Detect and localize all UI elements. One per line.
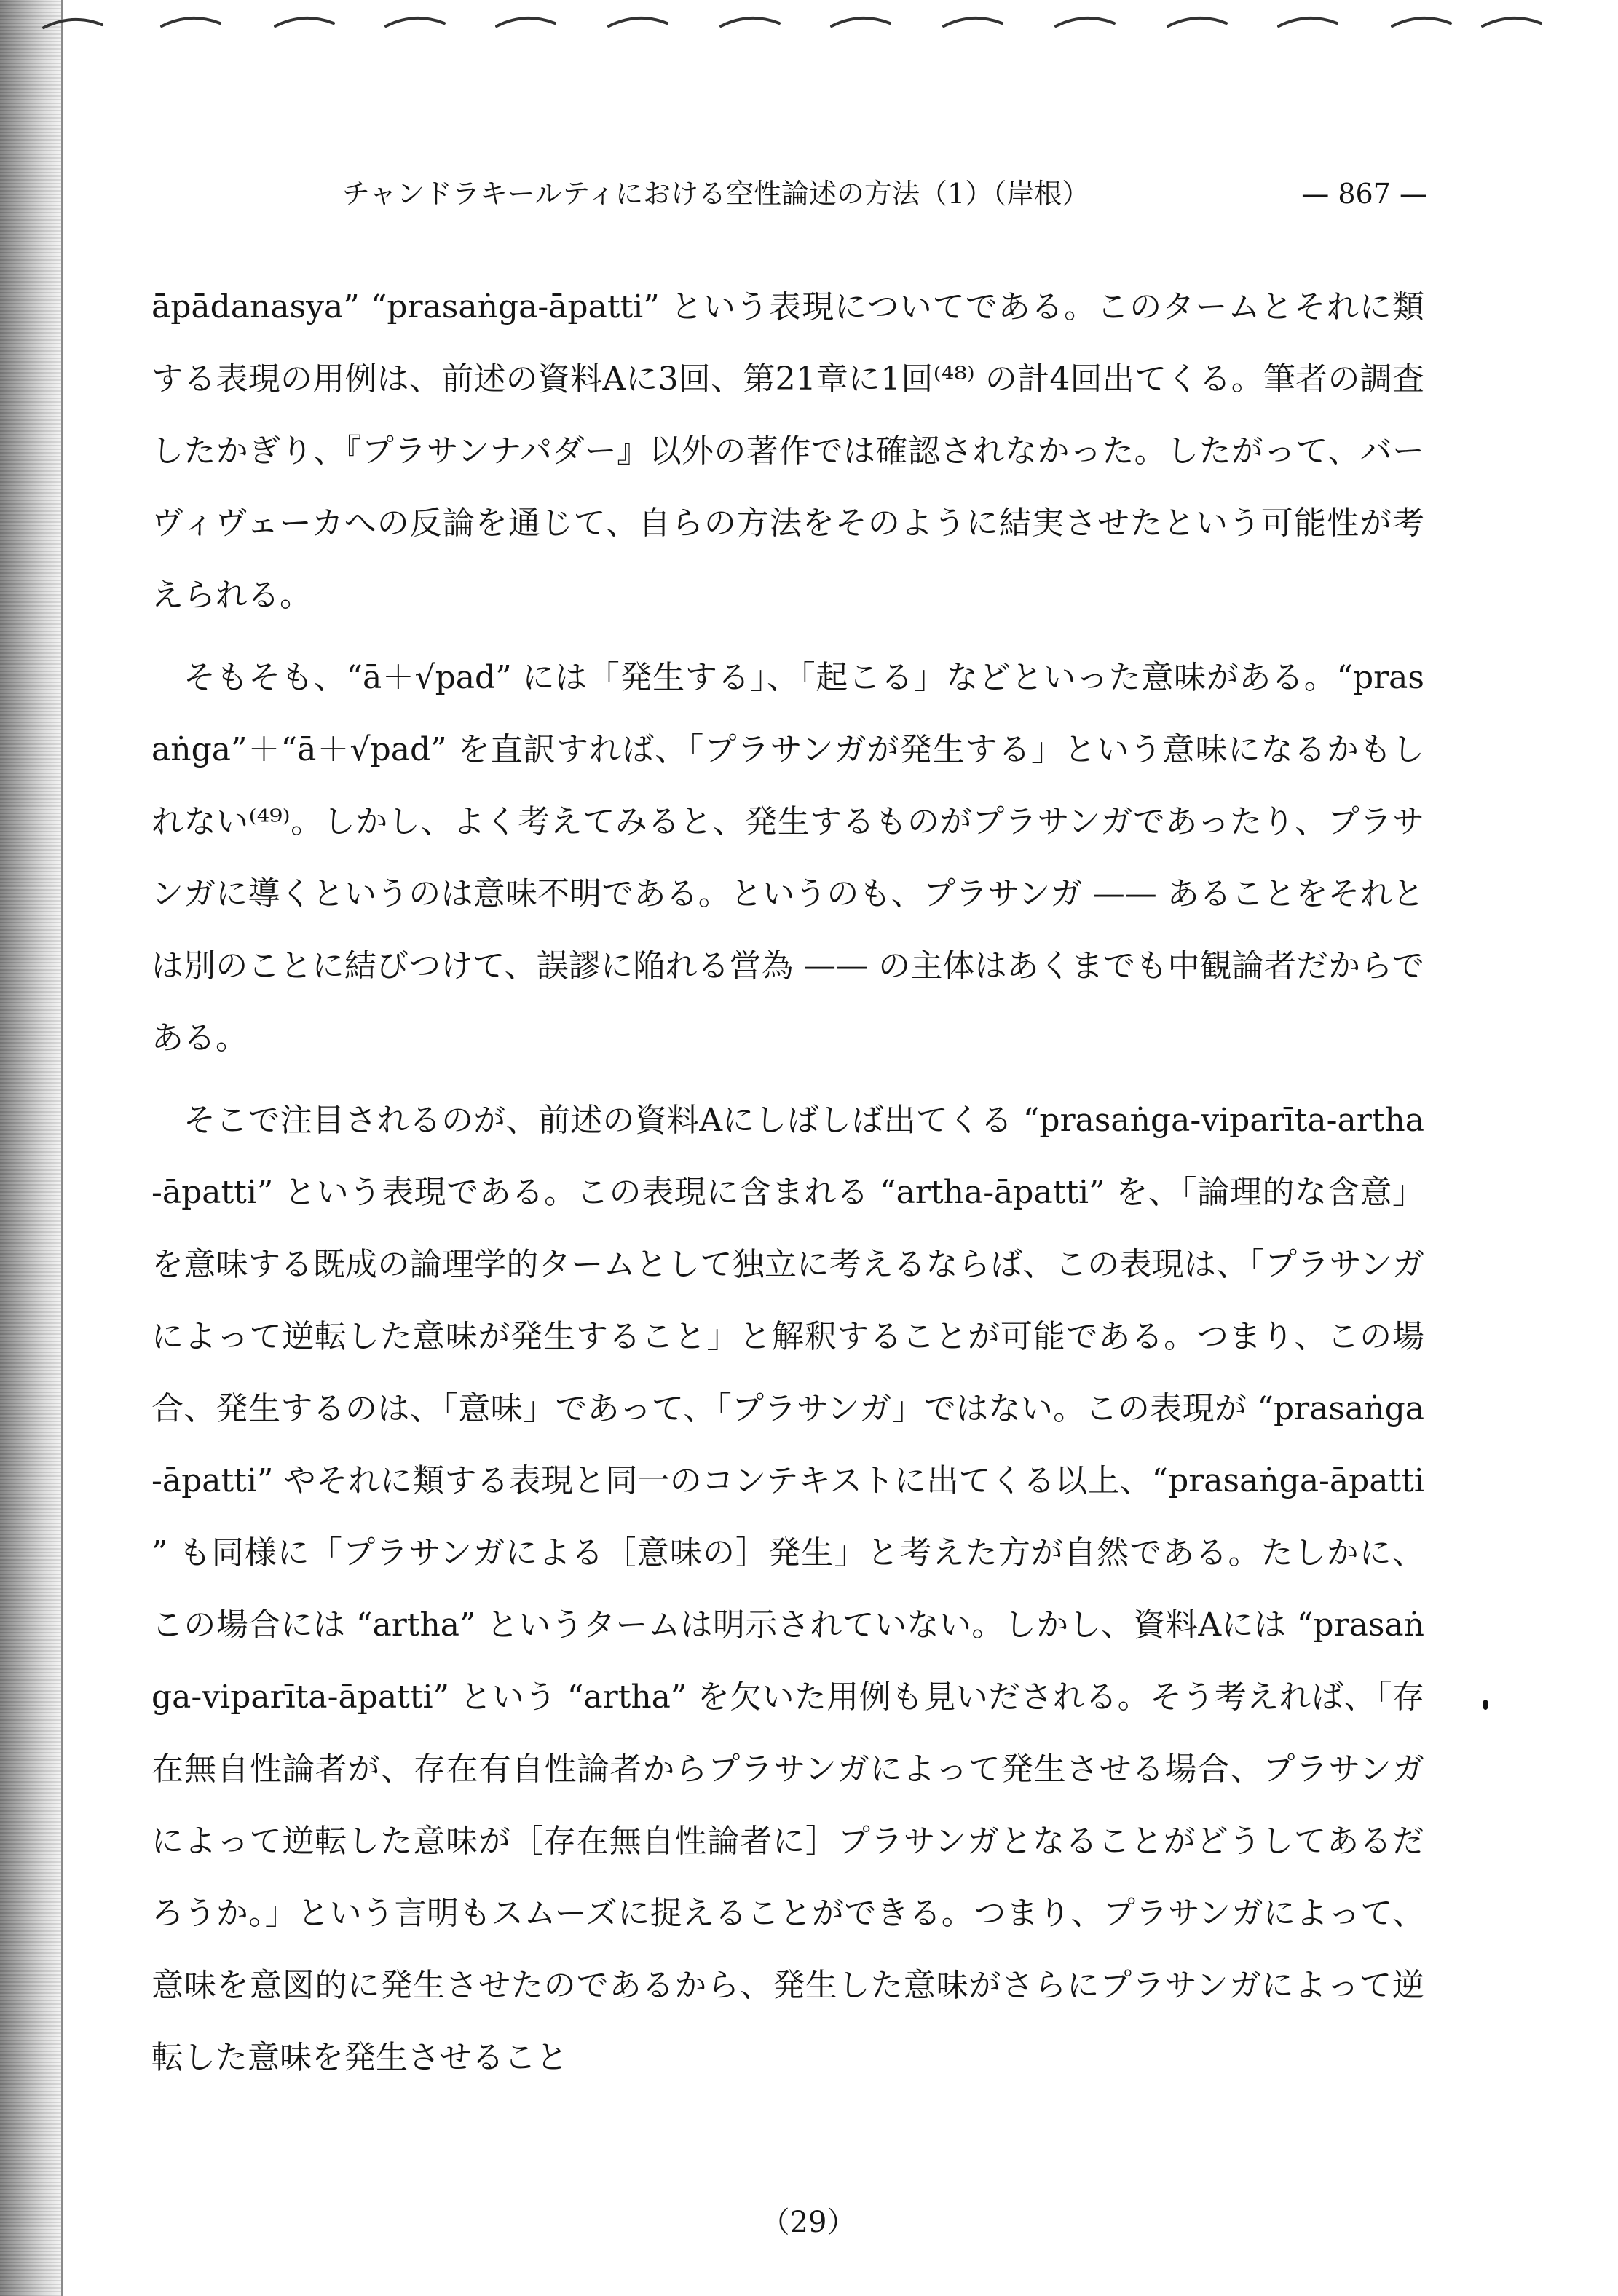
scan-speck (1483, 1700, 1488, 1710)
paragraph-3: そこで注目されるのが、前述の資料Aにしばしば出てくる “prasaṅga-viparīta-artha-āpatti” という表現である。この表現に含まれる “artha-āpatti” を、「論理的な含意」を意味する既成の論理学的タームとして独立に考えるならば、この表現は、「プラサンガによって逆転した意味が発生すること」と解釈することが可能である。つまり、この場合、発生するのは、「意味」であって、「プラサンガ」ではない。この表現が “prasaṅga-āpatti” やそれに類する表現と同一のコンテキストに出てくる以上、“prasaṅga-āpatti” も同様に「プラサンガによる［意味の］発生」と考えた方が自然である。たしかに、この場合には “artha” というタームは明示されていない。しかし、資料Aには “prasaṅga-viparīta-āpatti” という “artha” を欠いた用例も見いだされる。そう考えれば、「存在無自性論者が、存在有自性論者からプラサンガによって発生させる場合、プラサンガによって逆転した意味が［存在無自性論者に］プラサンガとなることがどうしてあるだろうか。」という言明もスムーズに捉えることができる。つまり、プラサンガによって、意味を意図的に発生させたのであるから、発生した意味がさらにプラサンガによって逆転した意味を発生させること (151, 1102, 1424, 2076)
scan-shadow-edge (0, 0, 61, 2296)
page-number: — 867 — (1301, 178, 1427, 210)
running-head-title: チャンドラキールティにおける空性論述の方法（1）（岸根） (342, 178, 1090, 210)
body-text (151, 271, 1424, 2104)
scan-edge-arcs (0, 0, 1618, 58)
paragraph-1: āpādanasya” “prasaṅga-āpatti” という表現についてである。このタームとそれに類する表現の用例は、前述の資料Aに3回、第21章に1回⁽⁴⁸⁾ の計4回出てくる。筆者の調査したかぎり、『プラサンナパダー』以外の著作では確認されなかった。したがって、バーヴィヴェーカへの反論を通じて、自らの方法をそのように結実させたという可能性が考えられる。 (151, 288, 1424, 614)
paragraph-2: そもそも、“ā＋√pad” には「発生する」、「起こる」などといった意味がある。“prasaṅga”＋“ā＋√pad” を直訳すれば、「プラサンガが発生する」という意味になるかもしれない⁽⁴⁹⁾。しかし、よく考えてみると、発生するものがプラサンガであったり、プラサンガに導くというのは意味不明である。というのも、プラサンガ —— あることをそれとは別のことに結びつけて、誤謬に陥れる営為 —— の主体はあくまでも中観論者だからである。 (151, 659, 1424, 1057)
running-head (342, 172, 1427, 216)
folio: （29） (760, 2206, 856, 2239)
binding-line (61, 0, 63, 2296)
